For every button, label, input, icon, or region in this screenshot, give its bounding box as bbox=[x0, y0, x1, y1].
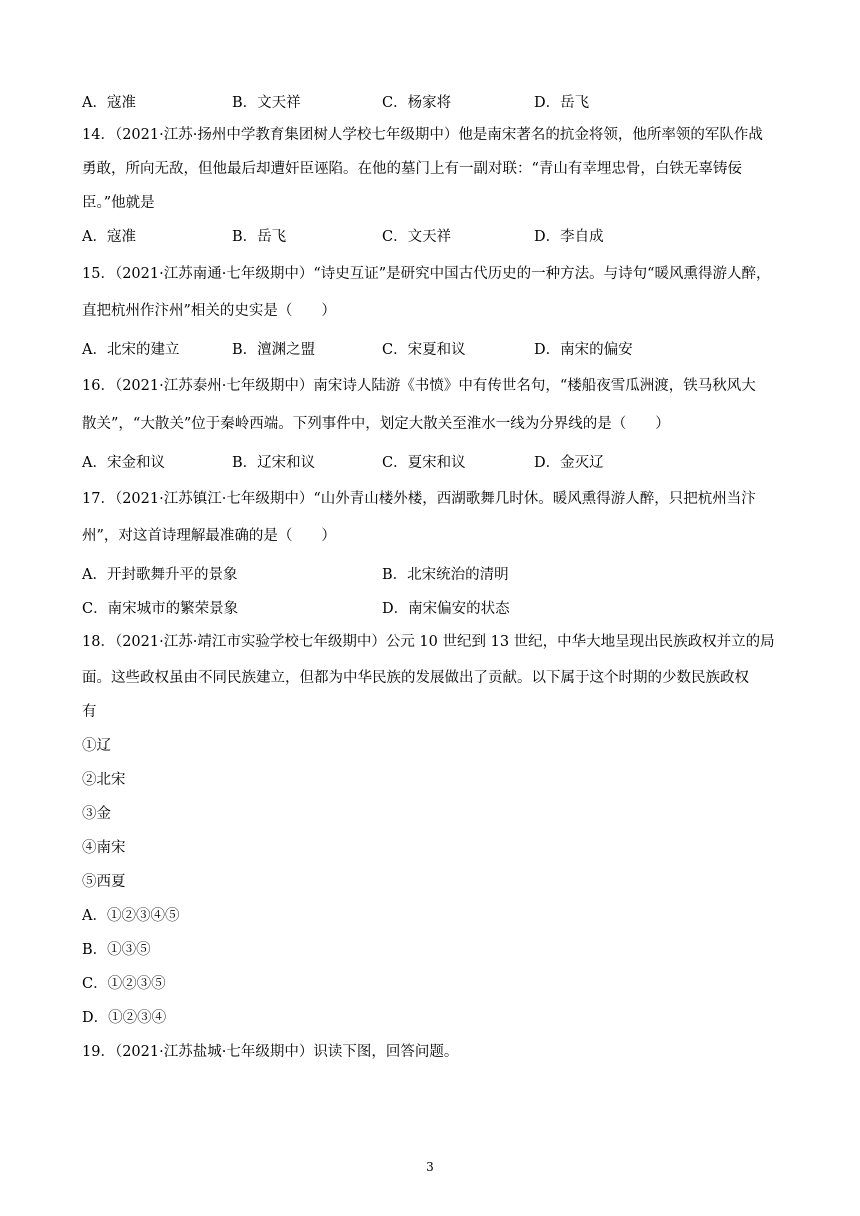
page-number: 3 bbox=[426, 1160, 434, 1174]
q15-option-c[interactable]: C．宋夏和议 bbox=[382, 342, 466, 358]
q13-option-d[interactable]: D．岳飞 bbox=[534, 95, 590, 111]
q18-text-line-1: 18．（2021·江苏·靖江市实验学校七年级期中）公元 10 世纪到 13 世纪，中华大地呈现出民族政权并立的局 bbox=[82, 634, 775, 650]
q17-option-d[interactable]: D．南宋偏安的状态 bbox=[382, 601, 510, 617]
q18-option-a[interactable]: A．①②③④⑤ bbox=[82, 908, 180, 924]
q18-item-1: ①辽 bbox=[82, 738, 111, 754]
q17-option-c[interactable]: C．南宋城市的繁荣景象 bbox=[82, 601, 239, 617]
q18-text-line-2: 面。这些政权虽由不同民族建立，但都为中华民族的发展做出了贡献。以下属于这个时期的少数民族政权 bbox=[82, 670, 749, 686]
q16-option-c[interactable]: C．夏宋和议 bbox=[382, 455, 466, 471]
q14-options bbox=[82, 225, 782, 245]
q15-option-b[interactable]: B．澶渊之盟 bbox=[232, 342, 316, 358]
q19-text-line-1: 19．（2021·江苏盐城·七年级期中）识读下图，回答问题。 bbox=[82, 1044, 459, 1060]
q13-option-b[interactable]: B．文天祥 bbox=[232, 95, 301, 111]
q15-option-a[interactable]: A．北宋的建立 bbox=[82, 342, 180, 358]
q17-text-line-1: 17．（2021·江苏镇江·七年级期中）“山外青山楼外楼，西湖歌舞几时休。暖风熏得游人醉，只把杭州当汴 bbox=[82, 491, 756, 507]
q18-item-4: ④南宋 bbox=[82, 840, 126, 856]
q18-option-d[interactable]: D．①②③④ bbox=[82, 1010, 167, 1026]
q16-option-d[interactable]: D．金灭辽 bbox=[534, 455, 604, 471]
q14-option-d[interactable]: D．李自成 bbox=[534, 229, 604, 245]
q16-options bbox=[82, 451, 782, 471]
q15-option-d[interactable]: D．南宋的偏安 bbox=[534, 342, 633, 358]
q14-text-line-2: 勇敢，所向无敌，但他最后却遭奸臣诬陷。在他的墓门上有一副对联：“青山有幸埋忠骨，白铁无辜铸佞 bbox=[82, 161, 742, 177]
q16-text-line-2: 散关”，“大散关”位于秦岭西端。下列事件中，划定大散关至淮水一线为分界线的是（ ） bbox=[82, 416, 670, 432]
q13-option-c[interactable]: C．杨家将 bbox=[382, 95, 452, 111]
q14-option-b[interactable]: B．岳飞 bbox=[232, 229, 287, 245]
q15-text-line-1: 15．（2021·江苏南通·七年级期中）“诗史互证”是研究中国古代历史的一种方法。与诗句“暖风熏得游人醉， bbox=[82, 266, 771, 282]
q17-text-line-2: 州”，对这首诗理解最准确的是（ ） bbox=[82, 528, 336, 544]
q16-text-line-1: 16．（2021·江苏泰州·七年级期中）南宋诗人陆游《书愤》中有传世名句，“楼船夜雪瓜洲渡，铁马秋风大 bbox=[82, 378, 756, 394]
q17-option-b[interactable]: B．北宋统治的清明 bbox=[382, 567, 509, 583]
q17-option-a[interactable]: A．开封歌舞升平的景象 bbox=[82, 567, 238, 583]
q16-option-b[interactable]: B．辽宋和议 bbox=[232, 455, 316, 471]
q18-option-c[interactable]: C．①②③⑤ bbox=[82, 976, 166, 992]
q18-item-5: ⑤西夏 bbox=[82, 874, 126, 890]
q14-text-line-3: 臣。”他就是 bbox=[82, 195, 155, 211]
q17-options-row-1 bbox=[82, 563, 782, 583]
q18-item-3: ③金 bbox=[82, 806, 111, 822]
q15-options bbox=[82, 338, 782, 358]
q15-text-line-2: 直把杭州作汴州”相关的史实是（ ） bbox=[82, 303, 336, 319]
q16-option-a[interactable]: A．宋金和议 bbox=[82, 455, 165, 471]
q14-option-a[interactable]: A．寇准 bbox=[82, 229, 136, 245]
q18-item-2: ②北宋 bbox=[82, 772, 126, 788]
q14-option-c[interactable]: C．文天祥 bbox=[382, 229, 452, 245]
q18-option-b[interactable]: B．①③⑤ bbox=[82, 942, 151, 958]
q14-text-line-1: 14．（2021·江苏·扬州中学教育集团树人学校七年级期中）他是南宋著名的抗金将领，他所率领的军队作战 bbox=[82, 127, 763, 143]
q13-option-a[interactable]: A．寇准 bbox=[82, 95, 136, 111]
q18-text-line-3: 有 bbox=[82, 704, 97, 720]
q13-options bbox=[82, 91, 782, 111]
q17-options-row-2 bbox=[82, 597, 782, 617]
